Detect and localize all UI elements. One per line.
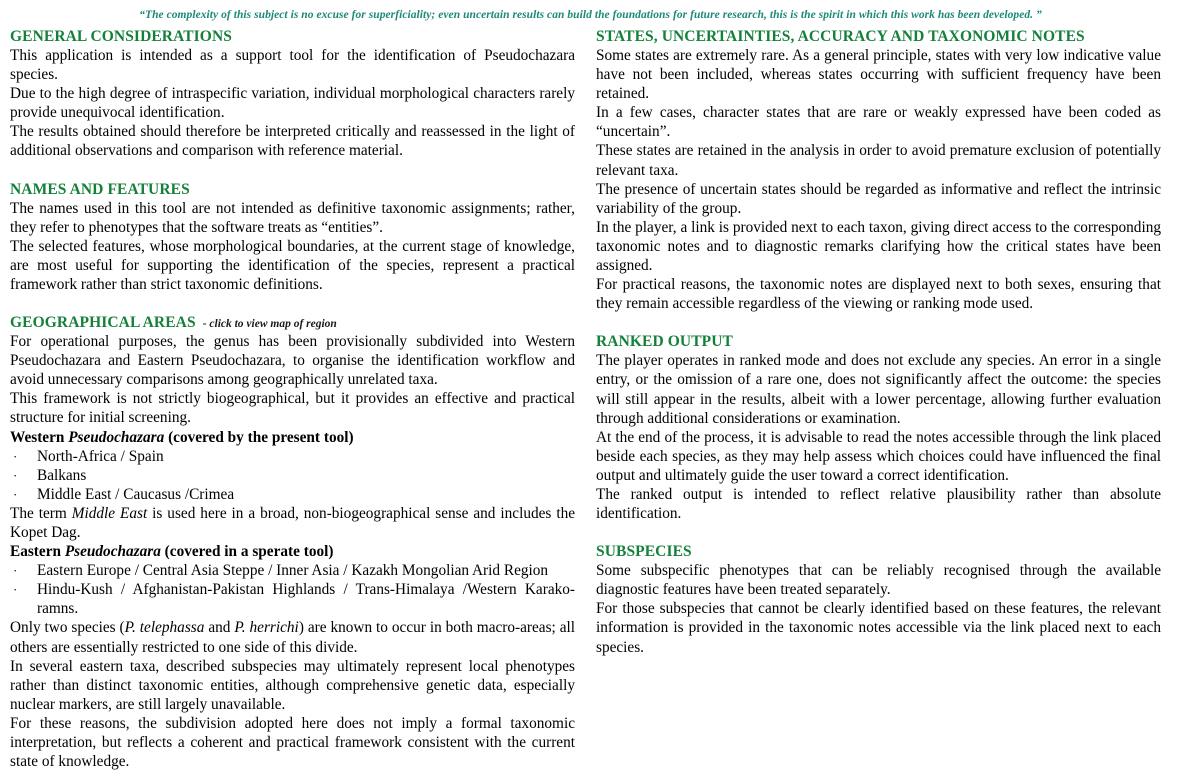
- western-label-prefix: Western: [10, 428, 69, 446]
- paragraph-general-1: This application is intended as a support tool for the identification of Pseudochazara species.: [10, 47, 575, 84]
- bullet-icon: ·: [13, 467, 18, 483]
- paragraph-ranked-1: The player operates in ranked mode and does not exclude any species. An error in a single entry, or the omission of a rare one, does not significantly affect the outcome: the species will still appear in the results, albeit with a lower percentage, allowing further evaluation through additional considerations or examination.: [596, 352, 1161, 427]
- eastern-label-prefix: Eastern: [10, 543, 65, 561]
- paragraph-states-3: These states are retained in the analysis in order to avoid premature exclusion of potentially relevant taxa.: [596, 142, 1161, 179]
- species-note-middle: and: [204, 619, 235, 637]
- western-label-suffix: (covered by the present tool): [164, 428, 354, 446]
- heading-names-and-features: NAMES AND FEATURES: [10, 180, 190, 198]
- species-name-telephassa: P. telephassa: [124, 619, 205, 637]
- paragraph-general-3: The results obtained should therefore be interpreted critically and reassessed in the light of additional observations and comparison with reference material.: [10, 123, 575, 160]
- paragraph-ranked-3: The ranked output is intended to reflect relative plausibility rather than absolute identification.: [596, 485, 1161, 523]
- paragraph-geo-1: For operational purposes, the genus has been provisionally subdivided into Western Pseudochazara and Eastern Pseudochazara, to organise the identification workflow and avoid unnecessary comparisons among geographically unrelated taxa.: [10, 333, 575, 389]
- paragraph-general-2: Due to the high degree of intraspecific variation, individual morphological characters rarely provide unequivocal identification.: [10, 85, 575, 122]
- two-column-layout: [0, 27, 1181, 771]
- heading-geographical-areas[interactable]: GEOGRAPHICAL AREAS: [10, 314, 196, 332]
- eastern-label-suffix: (covered in a sperate tool): [160, 543, 334, 561]
- list-item[interactable]: [10, 447, 575, 466]
- species-name-herrichi: P. herrichi: [234, 619, 299, 637]
- species-note-before: Only two species (: [10, 619, 125, 637]
- heading-row-geographical-areas: [10, 313, 575, 332]
- paragraph-geo-2: This framework is not strictly biogeographical, but it provides an effective and practical structure for initial screening.: [10, 390, 575, 427]
- middle-east-note-after: is used here in a broad, non-biogeographical sense and includes the Kopet Dag.: [10, 504, 576, 541]
- eastern-label-taxon: Pseudochazara: [64, 543, 161, 561]
- paragraph-geo-closing-1: In several eastern taxa, described subspecies may ultimately represent local phenotypes rather than distinct taxonomic entities, although comprehensive genetic data, especially nuclear markers, are still largely unavailable.: [10, 657, 575, 713]
- section-spacer: [596, 313, 1161, 332]
- paragraph-states-1: Some states are extremely rare. As a general principle, states with very low indicative value have not been included, whereas states occurring with sufficient frequency have been retained.: [596, 47, 1161, 103]
- section-spacer: [10, 294, 575, 313]
- paragraph-subspecies-2: For those subspecies that cannot be clearly identified based on these features, the relevant information is provided in the taxonomic notes accessible via the link placed next to each species.: [596, 600, 1161, 656]
- paragraph-ranked-2: At the end of the process, it is advisable to read the notes accessible through the link placed beside each species, as they may help assess which choices could have influenced the final output and ultimately guide the user toward a correct identification.: [596, 428, 1161, 484]
- section-spacer: [10, 161, 575, 180]
- paragraph-states-5: In the player, a link is provided next to each taxon, giving direct access to the corresponding taxonomic notes and to diagnostic remarks clarifying how the critical states have been assigned.: [596, 218, 1161, 275]
- western-label-taxon: Pseudochazara: [68, 428, 165, 446]
- paragraph-names-2: The selected features, whose morphological boundaries, at the current stage of knowledge, are most useful for supporting the identification of the species, represent a practical framework rather than strict taxonomic definitions.: [10, 237, 575, 293]
- middle-east-italic: Middle East: [71, 504, 148, 522]
- list-item[interactable]: [10, 485, 575, 504]
- right-column: [586, 27, 1171, 657]
- bullet-icon: ·: [13, 486, 18, 502]
- bullet-icon: ·: [13, 582, 18, 598]
- paragraph-states-6: For practical reasons, the taxonomic notes are displayed next to both sexes, ensuring that they remain accessible regardless of the viewing or ranking mode used.: [596, 276, 1161, 313]
- heading-general-considerations: GENERAL CONSIDERATIONS: [10, 28, 232, 45]
- list-item-label: Hindu-Kush / Afghanistan-Pakistan Highlands / Trans-Himalaya /Western Karako-ramns.: [37, 581, 575, 618]
- middle-east-note-before: The term: [10, 504, 72, 522]
- list-item-label: Eastern Europe / Central Asia Steppe / Inner Asia / Kazakh Mongolian Arid Region: [37, 562, 549, 580]
- list-item[interactable]: [10, 580, 575, 618]
- heading-subspecies: SUBSPECIES: [596, 543, 692, 561]
- quote-banner: [0, 0, 1181, 27]
- paragraph-middle-east-note: [10, 504, 575, 542]
- heading-states-uncertainties: STATES, UNCERTAINTIES, ACCURACY AND TAXONOMIC NOTES: [596, 28, 1085, 45]
- epigraph-quote: “The complexity of this subject is no excuse for superficiality; even uncertain results can build the foundations for future research, this is the spirit in which this work has been developed. ”: [139, 9, 1042, 21]
- list-item[interactable]: [10, 561, 575, 580]
- paragraph-two-species-note: [10, 618, 575, 656]
- subheading-western-pseudochazara: [10, 428, 575, 447]
- heading-ranked-output: RANKED OUTPUT: [596, 333, 733, 351]
- paragraph-names-1: The names used in this tool are not intended as definitive taxonomic assignments; rather, they refer to phenotypes that the software treats as “entities”.: [10, 199, 575, 236]
- eastern-region-list: [10, 561, 575, 618]
- list-item-label: North-Africa / Spain: [37, 447, 164, 465]
- list-item[interactable]: [10, 466, 575, 485]
- western-region-list: [10, 447, 575, 504]
- map-click-hint[interactable]: - click to view map of region: [202, 318, 337, 331]
- bullet-icon: ·: [13, 448, 18, 464]
- paragraph-subspecies-1: Some subspecific phenotypes that can be reliably recognised through the available diagnostic features have been treated separately.: [596, 562, 1161, 599]
- bullet-icon: ·: [13, 563, 18, 579]
- subheading-eastern-pseudochazara: [10, 542, 575, 561]
- left-column: [0, 27, 585, 771]
- list-item-label: Middle East / Caucasus /Crimea: [37, 485, 235, 503]
- paragraph-states-4: The presence of uncertain states should be regarded as informative and reflect the intrinsic variability of the group.: [596, 180, 1161, 217]
- list-item-label: Balkans: [37, 466, 87, 484]
- paragraph-geo-closing-2: For these reasons, the subdivision adopted here does not imply a formal taxonomic interpretation, but reflects a coherent and practical framework consistent with the current state of knowledge.: [10, 714, 575, 771]
- paragraph-states-2: In a few cases, character states that are rare or weakly expressed have been coded as “uncertain”.: [596, 104, 1161, 141]
- section-spacer: [596, 523, 1161, 542]
- species-note-after: ) are known to occur in both macro-areas; all others are essentially restricted to one side of this divide.: [10, 619, 576, 656]
